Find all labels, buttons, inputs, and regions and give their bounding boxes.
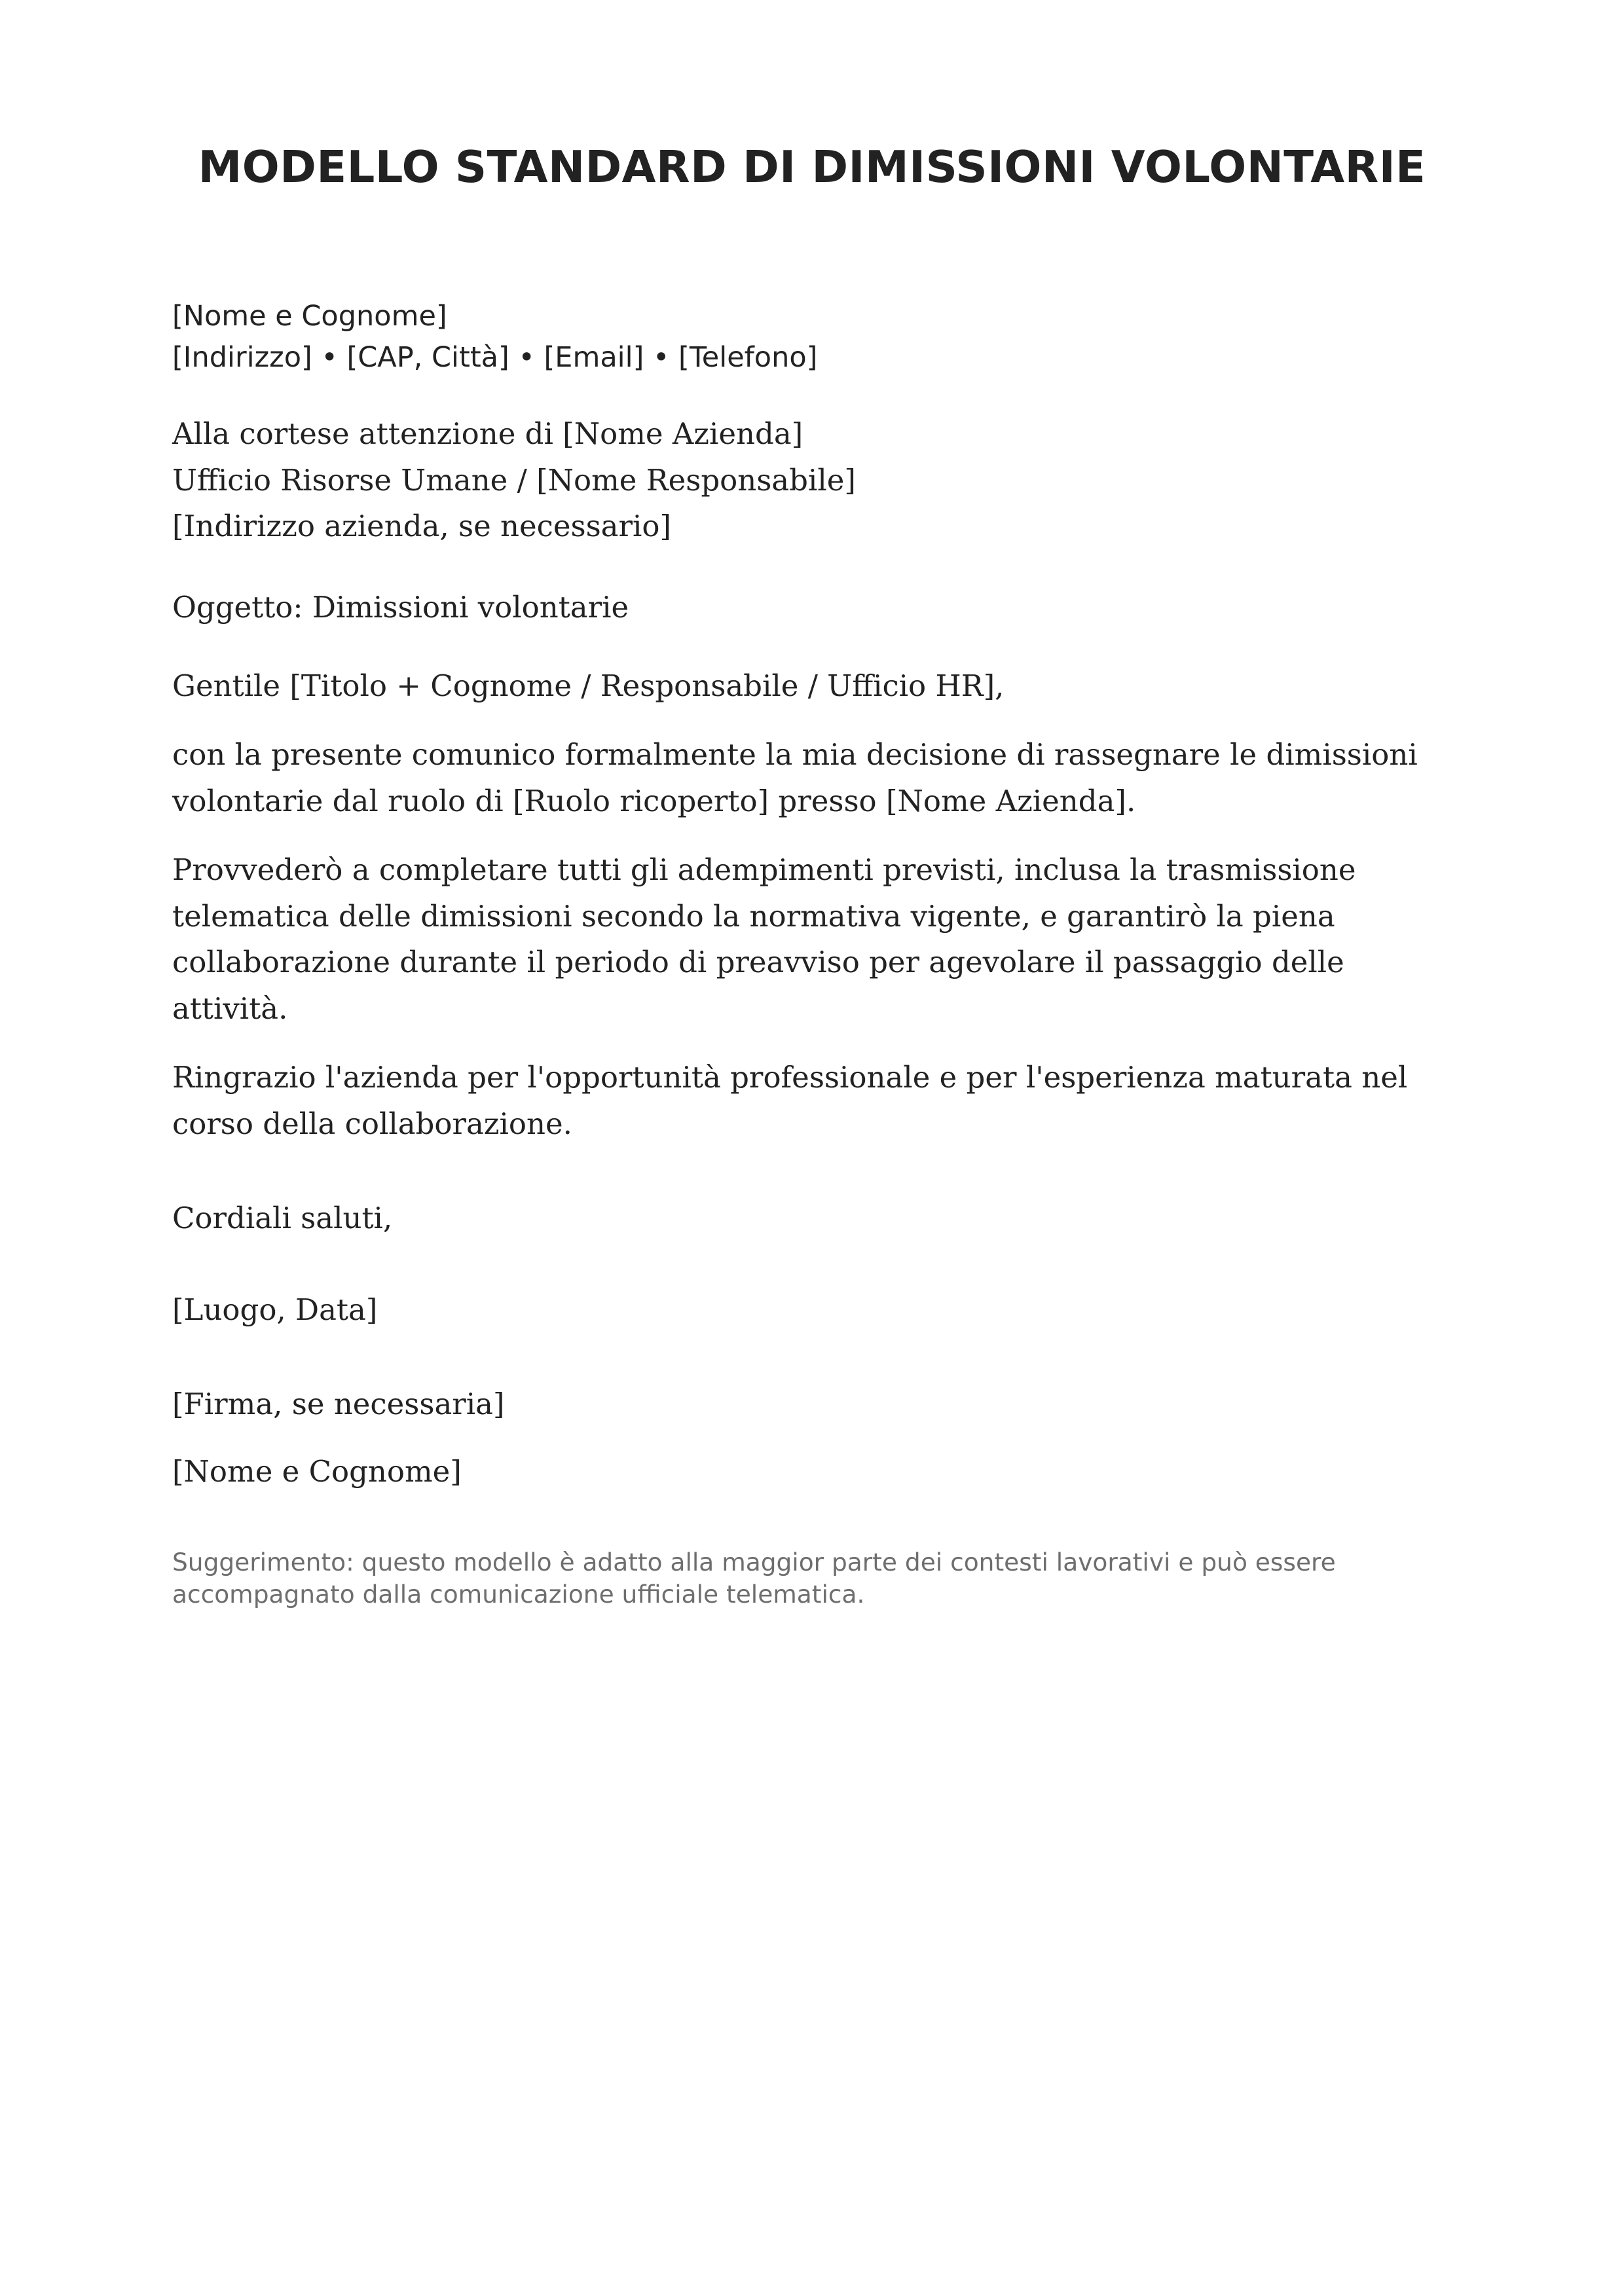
sender-name: [Nome e Cognome] bbox=[172, 300, 447, 333]
subject-line: Oggetto: Dimissioni volontarie bbox=[172, 590, 629, 625]
body-paragraph-2: Provvederò a completare tutti gli adempimenti previsti, inclusa la trasmissione telematica delle dimissioni secondo la normativa vigente, e garantirò la piena collaborazione durante il periodo di preavviso per agevolare il passaggio delle attività. bbox=[172, 852, 1356, 1026]
signature-line: [Firma, se necessaria] bbox=[172, 1387, 505, 1421]
sender-block bbox=[172, 296, 817, 378]
body-paragraph-1: con la presente comunico formalmente la mia decisione di rassegnare le dimissioni volontarie dal ruolo di [Ruolo ricoperto] presso [Nome Azienda]. bbox=[172, 737, 1418, 818]
document-title: MODELLO STANDARD DI DIMISSIONI VOLONTARIE bbox=[198, 141, 1426, 192]
recipient-block bbox=[172, 411, 1456, 550]
salutation: Gentile [Titolo + Cognome / Responsabile / Ufficio HR], bbox=[172, 668, 1005, 703]
recipient-line-3: [Indirizzo azienda, se necessario] bbox=[172, 509, 672, 543]
closing: Cordiali saluti, bbox=[172, 1201, 393, 1235]
recipient-line-2: Ufficio Risorse Umane / [Nome Responsabile] bbox=[172, 462, 856, 498]
signer-name: [Nome e Cognome] bbox=[172, 1454, 462, 1489]
sender-contact-line: [Indirizzo] • [CAP, Città] • [Email] • [Telefono] bbox=[172, 341, 818, 374]
body-paragraph-3: Ringrazio l'azienda per l'opportunità professionale e per l'esperienza maturata nel corso della collaborazione. bbox=[172, 1060, 1408, 1141]
place-date: [Luogo, Data] bbox=[172, 1292, 378, 1327]
recipient-line-1: Alla cortese attenzione di [Nome Azienda] bbox=[172, 416, 803, 451]
suggestion-note: Suggerimento: questo modello è adatto alla maggior parte dei contesti lavorativi e può essere accompagnato dalla comunicazione ufficiale telematica. bbox=[172, 1548, 1336, 1609]
